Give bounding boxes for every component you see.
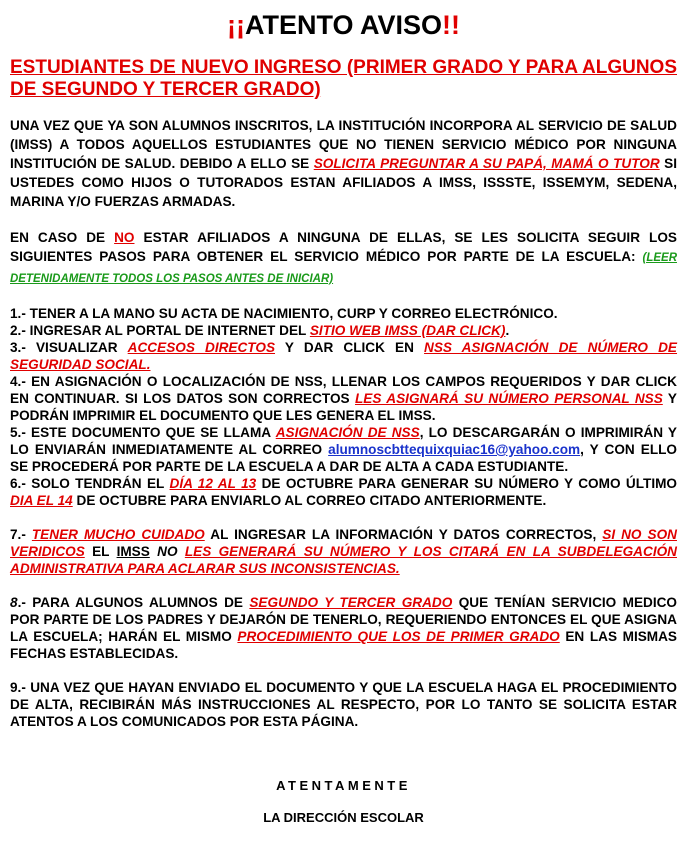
step-9: 9.- UNA VEZ QUE HAYAN ENVIADO EL DOCUMENTO Y QUE LA ESCUELA HAGA EL PROCEDIMIENTO DE ALTA, RECIBIRÁN MÁS INSTRUCCIONES AL RESPECTO, POR LO TANTO SE SOLICITA ESTAR ATENTOS A LOS COMUNICADOS POR ESTA PÁGINA. [10, 680, 677, 729]
step-7-text-3: EL [84, 544, 117, 559]
step-1: 1.- TENER A LA MANO SU ACTA DE NACIMIENTO, CURP Y CORREO ELECTRÓNICO. [10, 306, 558, 321]
step-8-text-3: EN LAS MISMAS FECHAS ESTABLECIDAS. [10, 629, 677, 661]
case-no: NO [114, 230, 135, 245]
step-8-procedure: PROCEDIMIENTO QUE LOS DE PRIMER GRADO [237, 629, 560, 644]
step-6-dates: DÍA 12 AL 13 [169, 476, 257, 491]
step-5-text-3: , Y CON ELLO SE PROCEDERÁ POR PARTE DE LA ESCUELA A DAR DE ALTA A CADA ESTUDIANTE. [10, 442, 678, 474]
step-2 [10, 322, 677, 339]
step-7-condition: SI NO SON VERIDICOS [10, 527, 677, 559]
notice-subtitle: ESTUDIANTES DE NUEVO INGRESO (PRIMER GRADO Y PARA ALGUNOS DE SEGUNDO Y TERCER GRADO) [10, 57, 677, 100]
page-title [10, 6, 677, 44]
step-2-text: 2.- INGRESAR AL PORTAL DE INTERNET DEL [10, 323, 310, 338]
step-7-warning: TENER MUCHO CUIDADO [31, 527, 205, 542]
step-7-consequence: LES GENERARÁ SU NÚMERO Y LOS CITARÁ EN LA SUBDELEGACIÓN ADMINISTRATIVA PARA ACLARAR SUS INCONSISTENCIAS. [10, 544, 677, 576]
title-close-marks: !! [442, 10, 460, 40]
intro-text-1: UNA VEZ QUE YA SON ALUMNOS INSCRITOS, LA INSTITUCIÓN INCORPORA AL SERVICIO DE SALUD (IMSS) A TODOS AQUELLOS ESTUDIANTES QUE NO TIENEN SERVICIO MÉDICO POR NINGUNA INSTITUCIÓN DE SALUD. DEBIDO A ELLO SE [10, 118, 677, 171]
step-3-accesos: ACCESOS DIRECTOS [127, 340, 276, 355]
step-8-text-1: .- PARA ALGUNOS ALUMNOS DE [17, 595, 250, 610]
step-2-end: . [505, 323, 510, 338]
step-3 [10, 339, 677, 373]
step-6 [10, 475, 677, 509]
step-8-grades: SEGUNDO Y TERCER GRADO [249, 595, 453, 610]
case-text-1: EN CASO DE [10, 230, 115, 245]
imss-website-link[interactable]: SITIO WEB IMSS (DAR CLICK) [309, 323, 506, 338]
title-open-marks: ¡¡ [227, 10, 245, 40]
step-7 [10, 526, 677, 577]
step-8-text-2: QUE TENÍAN SERVICIO MEDICO POR PARTE DE LOS PADRES Y DEJARÓN DE TENERLO, REQUERIENDO ENTONCES EL QUE ASIGNA LA ESCUELA; HARÁN EL MISMO [10, 595, 677, 644]
step-7-no: NO [157, 544, 178, 559]
step-8-number: 8 [10, 595, 18, 610]
step-7-text-2: AL INGRESAR LA INFORMACIÓN Y DATOS CORRECTOS, [204, 527, 603, 542]
intro-text-2: SI USTEDES COMO HIJOS O TUTORADOS ESTAN AFILIADOS A IMSS, ISSSTE, ISSEMYM, SEDENA, MARINA Y/O FUERZAS ARMADAS. [10, 156, 677, 209]
step-8 [10, 594, 677, 662]
intro-paragraph [10, 116, 677, 211]
title-text: ATENTO AVISO [244, 10, 442, 40]
step-3-text-1: 3.- VISUALIZAR [10, 340, 128, 355]
step-6-text-3: DE OCTUBRE PARA ENVIARLO AL CORREO CITADO ANTERIORMENTE. [72, 493, 547, 508]
step-5-text-2: , LO DESCARGARÁN O IMPRIMIRÁN Y LO ENVIARÁN INMEDIATAMENTE AL CORREO [10, 425, 677, 457]
step-4-text-2: Y PODRÁN IMPRIMIR EL DOCUMENTO QUE LES GENERA EL IMSS. [10, 391, 677, 423]
step-5 [10, 424, 677, 475]
closing-text: ATENTAMENTE [276, 778, 411, 793]
case-text-2: ESTAR AFILIADOS A NINGUNA DE ELLAS, SE LES SOLICITA SEGUIR LOS SIGUIENTES PASOS PARA OBTENER EL SERVICIO MÉDICO POR PARTE DE LA ESCUELA: [10, 230, 677, 264]
step-4-highlight: LES ASIGNARÁ SU NÚMERO PERSONAL NSS [354, 391, 663, 406]
school-email-link[interactable]: alumnoscbttequixquiac16@yahoo.com [328, 442, 581, 457]
step-7-imss: IMSS [116, 544, 150, 559]
step-4-text-1: 4.- EN ASIGNACIÓN O LOCALIZACIÓN DE NSS, LLENAR LOS CAMPOS REQUERIDOS Y DAR CLICK EN CONTINUAR. SI LOS DATOS SON CORRECTOS [10, 374, 677, 406]
step-5-highlight: ASIGNACIÓN DE NSS [275, 425, 420, 440]
step-5-text-1: 5.- ESTE DOCUMENTO QUE SE LLAMA [10, 425, 276, 440]
step-3-text-2: Y DAR CLICK EN [275, 340, 425, 355]
step-4 [10, 373, 677, 424]
step-6-deadline: DIA EL 14 [10, 493, 73, 508]
signature-text: LA DIRECCIÓN ESCOLAR [263, 810, 424, 825]
step-7-space-2 [178, 544, 185, 559]
intro-highlight: SOLICITA PREGUNTAR A SU PAPÁ, MAMÁ O TUTOR [313, 156, 660, 171]
step-3-nss-option: NSS ASIGNACIÓN DE NÚMERO DE SEGURIDAD SOCIAL. [10, 340, 678, 372]
notice-page [10, 0, 677, 825]
step-7-text-1: 7.- [10, 527, 32, 542]
case-paragraph [10, 228, 677, 289]
step-6-text-2: DE OCTUBRE PARA GENERAR SU NÚMERO Y COMO ÚLTIMO [256, 476, 677, 491]
step-6-text-1: 6.- SOLO TENDRÁN EL [10, 476, 170, 491]
case-note: (LEER DETENIDAMENTE TODOS LOS PASOS ANTES DE INICIAR) [10, 252, 677, 285]
